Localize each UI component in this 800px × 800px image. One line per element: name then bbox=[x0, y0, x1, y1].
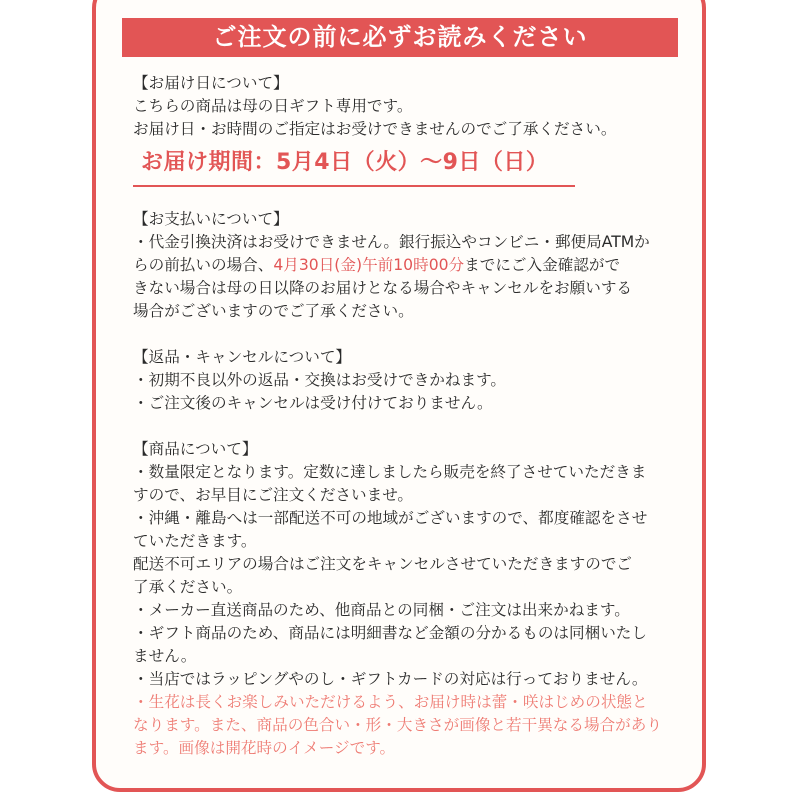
delivery-period bbox=[133, 148, 678, 208]
product-line: ・ギフト商品のため、商品には明細書など金額の分かるものは同梱いたし bbox=[133, 624, 647, 642]
delivery-line: こちらの商品は母の日ギフト専用です。 bbox=[133, 97, 413, 115]
payment-text: までにご入金確認がで bbox=[464, 256, 621, 274]
product-line: 配送不可エリアの場合はご注文をキャンセルさせていただきますのでご bbox=[133, 555, 633, 573]
product-note-line: ・生花は長くお楽しみいただけるよう、お届け時は蕾・咲はじめの状態と bbox=[133, 693, 648, 711]
product-heading: 【商品について】 bbox=[133, 440, 258, 458]
returns-heading: 【返品・キャンセルについて】 bbox=[133, 348, 352, 366]
product-line: ・沖縄・離島へは一部配送不可の地域がございますので、都度確認をさせ bbox=[133, 509, 648, 527]
notice-title-banner bbox=[122, 18, 678, 57]
product-note-line: ます。画像は開花時のイメージです。 bbox=[133, 739, 396, 757]
delivery-heading: 【お届け日について】 bbox=[133, 74, 289, 92]
payment-line: ・代金引換決済はお受けできません。銀行振込やコンビニ・郵便局ATMか bbox=[133, 233, 650, 251]
notice-title: ご注文の前に必ずお読みください bbox=[212, 23, 588, 51]
delivery-period-underline bbox=[133, 185, 575, 187]
product-line: ・メーカー直送商品のため、他商品との同梱・ご注文は出来かねます。 bbox=[133, 601, 630, 619]
payment-line: 場合がございますのでご了承ください。 bbox=[133, 302, 414, 320]
product-line: ・数量限定となります。定数に達しましたら販売を終了させていただきま bbox=[133, 463, 647, 481]
returns-line: ・ご注文後のキャンセルは受け付けておりません。 bbox=[133, 394, 493, 412]
product-note-line: なります。また、商品の色合い・形・大きさが画像と若干異なる場合があり bbox=[133, 716, 662, 734]
product-line: 了承ください。 bbox=[133, 578, 243, 596]
payment-line: きない場合は母の日以降のお届けとなる場合やキャンセルをお願いする bbox=[133, 279, 633, 297]
section-gap bbox=[133, 415, 678, 438]
payment-text: らの前払いの場合、 bbox=[133, 256, 274, 274]
notice-content bbox=[133, 72, 678, 760]
returns-line: ・初期不良以外の返品・交換はお受けできかねます。 bbox=[133, 371, 507, 389]
delivery-line: お届け日・お時間のご指定はお受けできませんのでご了承ください。 bbox=[133, 120, 617, 138]
product-line: ていただきます。 bbox=[133, 532, 257, 550]
product-line: すので、お早目にご注文くださいませ。 bbox=[133, 486, 413, 504]
product-line: ・当店ではラッピングやのし・ギフトカードの対応は行っておりません。 bbox=[133, 670, 648, 688]
payment-deadline: 4月30日(金)午前10時00分 bbox=[273, 256, 465, 274]
section-gap bbox=[133, 323, 678, 346]
product-line: ません。 bbox=[133, 647, 197, 665]
payment-line bbox=[133, 254, 678, 277]
payment-heading: 【お支払いについて】 bbox=[133, 210, 289, 228]
delivery-period-text: お届け期間：5月4日（火）〜9日（日） bbox=[141, 150, 549, 175]
